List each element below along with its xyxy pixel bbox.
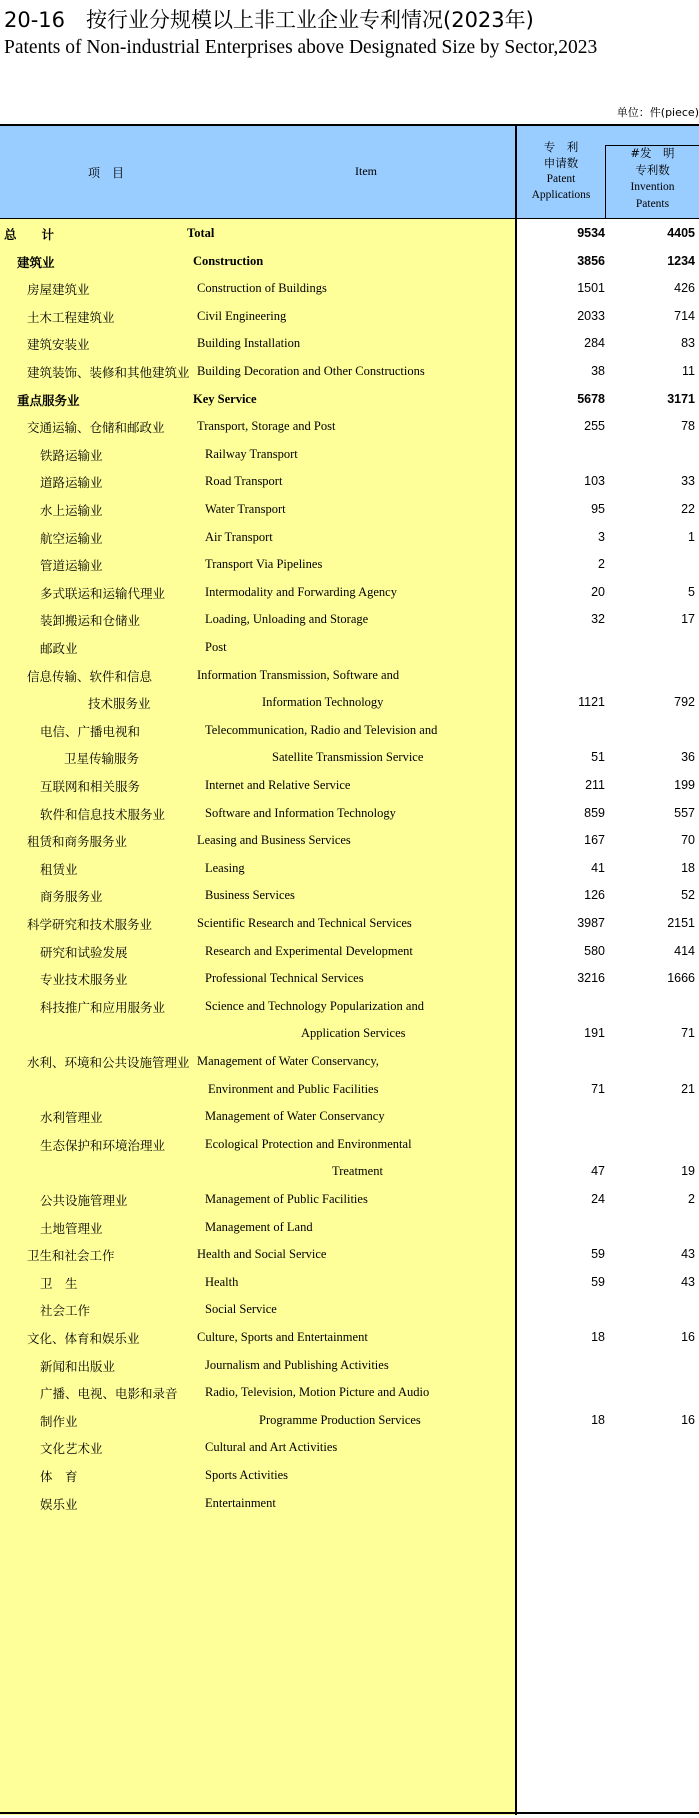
invention-patents-value: 78 xyxy=(681,419,695,434)
row-label-en: Application Services xyxy=(301,1026,406,1041)
table-row xyxy=(0,385,699,413)
page-title-en: Patents of Non-industrial Enterprises above Designated Size by Sector,2023 xyxy=(4,37,598,58)
table-row xyxy=(0,937,699,965)
invention-patents-value: 557 xyxy=(674,805,695,820)
row-label-zh: 多式联运和运输代理业 xyxy=(40,585,166,601)
patent-applications-value: 59 xyxy=(591,1274,605,1289)
row-label-zh: 卫 生 xyxy=(40,1275,78,1291)
table-row xyxy=(0,992,699,1020)
invention-patents-value: 2151 xyxy=(667,916,695,930)
patent-applications-value: 3856 xyxy=(577,253,605,268)
table-row xyxy=(0,1213,699,1241)
row-label-en: Satellite Transmission Service xyxy=(272,750,424,765)
table-row xyxy=(0,302,699,330)
row-label-en: Information Transmission, Software and xyxy=(197,667,400,682)
row-label-en: Transport, Storage and Post xyxy=(197,419,336,434)
table-row xyxy=(0,357,699,385)
header-col1-zh1: 专 利 xyxy=(543,140,579,154)
row-label-en: Treatment xyxy=(332,1164,383,1179)
row-label-en: Transport Via Pipelines xyxy=(205,557,323,572)
invention-patents-value: 1 xyxy=(688,529,695,544)
table-row xyxy=(0,909,699,937)
invention-patents-value: 19 xyxy=(681,1164,695,1179)
row-label-en: Key Service xyxy=(193,391,257,406)
invention-patents-value: 1234 xyxy=(667,253,695,268)
row-label-zh: 土地管理业 xyxy=(40,1220,103,1236)
invention-patents-value: 16 xyxy=(681,1330,695,1344)
patent-applications-value: 20 xyxy=(591,584,605,599)
patent-applications-value: 95 xyxy=(591,502,605,516)
table-row xyxy=(0,1461,699,1489)
table-row xyxy=(0,1433,699,1461)
row-label-zh: 管道运输业 xyxy=(40,558,103,574)
header-col2-zh1: #发 明 xyxy=(630,146,675,160)
invention-patents-value: 426 xyxy=(674,281,695,296)
table-row xyxy=(0,881,699,909)
invention-patents-value: 70 xyxy=(681,833,695,848)
row-label-en: Ecological Protection and Environmental xyxy=(205,1136,412,1151)
row-label-zh: 研究和试验发展 xyxy=(40,944,128,960)
row-label-zh: 互联网和相关服务 xyxy=(40,779,141,794)
patent-applications-value: 126 xyxy=(584,888,605,903)
table-row xyxy=(0,1295,699,1323)
patent-applications-value: 47 xyxy=(591,1164,605,1179)
patent-applications-value: 103 xyxy=(584,474,605,489)
row-label-zh: 总 计 xyxy=(4,227,55,242)
patent-applications-value: 18 xyxy=(591,1412,605,1427)
table-row xyxy=(0,1130,699,1158)
table-row xyxy=(0,219,699,247)
patent-applications-value: 3 xyxy=(598,529,605,544)
table-row xyxy=(0,1489,699,1517)
table-row xyxy=(0,578,699,606)
row-label-zh: 生态保护和环境治理业 xyxy=(40,1137,166,1153)
invention-patents-value: 43 xyxy=(681,1247,695,1262)
invention-patents-value: 3171 xyxy=(667,391,695,406)
header-col-patent-applications xyxy=(517,139,605,203)
row-label-zh: 道路运输业 xyxy=(40,475,103,491)
row-label-zh: 铁路运输业 xyxy=(40,447,103,463)
table-row xyxy=(0,1047,699,1075)
header-col2-en2: Patents xyxy=(635,198,670,210)
row-label-en: Science and Technology Popularization and xyxy=(205,998,424,1013)
row-label-zh: 航空运输业 xyxy=(40,530,103,546)
patent-applications-value: 2 xyxy=(598,557,605,572)
table-row xyxy=(0,1102,699,1130)
row-label-en: Journalism and Publishing Activities xyxy=(205,1357,389,1372)
page-title-zh: 20-16 按行业分规模以上非工业企业专利情况(2023年) xyxy=(4,8,534,32)
patent-applications-value: 255 xyxy=(584,419,605,434)
table-row xyxy=(0,854,699,882)
patent-applications-value: 32 xyxy=(591,612,605,627)
patent-applications-value: 38 xyxy=(591,364,605,378)
table-row xyxy=(0,826,699,854)
row-label-en: Health and Social Service xyxy=(197,1247,327,1262)
header-item-zh: 项 目 xyxy=(88,166,125,180)
patent-applications-value: 2033 xyxy=(577,308,605,323)
patent-applications-value: 24 xyxy=(591,1192,605,1206)
invention-patents-value: 21 xyxy=(681,1081,695,1096)
row-label-en: Building Decoration and Other Constructions xyxy=(197,364,425,378)
row-label-zh: 水利管理业 xyxy=(40,1110,103,1126)
row-label-zh: 商务服务业 xyxy=(40,889,103,905)
invention-patents-value: 792 xyxy=(674,695,695,710)
table-row xyxy=(0,440,699,468)
row-label-zh: 卫星传输服务 xyxy=(64,751,140,767)
patent-applications-value: 1121 xyxy=(578,695,605,710)
table-row xyxy=(0,1268,699,1296)
header-background-left xyxy=(0,126,515,219)
invention-patents-value: 43 xyxy=(681,1274,695,1289)
invention-patents-value: 414 xyxy=(674,943,695,958)
row-label-zh: 信息传输、软件和信息 xyxy=(27,668,153,684)
header-col-invention-patents xyxy=(606,145,699,213)
table-row xyxy=(0,1323,699,1351)
row-label-en: Intermodality and Forwarding Agency xyxy=(205,584,397,599)
table-row xyxy=(0,799,699,827)
row-label-zh: 水利、环境和公共设施管理业 xyxy=(27,1055,190,1070)
patent-applications-value: 859 xyxy=(584,805,605,820)
table-row xyxy=(0,1240,699,1268)
table-row xyxy=(0,329,699,357)
row-label-en: Civil Engineering xyxy=(197,308,287,323)
row-label-en: Air Transport xyxy=(205,529,273,544)
row-label-zh: 体 育 xyxy=(40,1469,78,1484)
row-label-zh: 建筑业 xyxy=(17,254,55,270)
row-label-en: Water Transport xyxy=(205,502,286,516)
invention-patents-value: 17 xyxy=(681,612,695,627)
row-label-en: Internet and Relative Service xyxy=(205,778,351,792)
row-label-zh: 社会工作 xyxy=(40,1303,91,1319)
row-label-en: Building Installation xyxy=(197,336,301,351)
row-label-en: Cultural and Art Activities xyxy=(205,1440,338,1455)
row-label-zh: 专业技术服务业 xyxy=(40,972,128,988)
table-row xyxy=(0,1351,699,1379)
row-label-en: Social Service xyxy=(205,1302,277,1317)
header-col1-en1: Patent xyxy=(546,173,576,185)
table-row xyxy=(0,771,699,799)
row-label-en: Road Transport xyxy=(205,474,283,489)
patent-applications-value: 284 xyxy=(584,336,605,351)
invention-patents-value: 5 xyxy=(688,584,695,599)
header-col1-zh2: 申请数 xyxy=(543,156,579,170)
row-label-en: Telecommunication, Radio and Television and xyxy=(205,722,438,737)
invention-patents-value: 36 xyxy=(681,750,695,765)
row-label-en: Business Services xyxy=(205,888,295,903)
row-label-zh: 卫生和社会工作 xyxy=(27,1248,115,1264)
row-label-zh: 软件和信息技术服务业 xyxy=(40,806,166,822)
invention-patents-value: 4405 xyxy=(667,226,695,240)
row-label-en: Health xyxy=(205,1274,239,1289)
table-row xyxy=(0,1075,699,1103)
row-label-zh: 科学研究和技术服务业 xyxy=(27,917,153,932)
table-row xyxy=(0,274,699,302)
patent-applications-value: 9534 xyxy=(577,226,605,240)
table-row xyxy=(0,412,699,440)
table-row xyxy=(0,1019,699,1047)
row-label-zh: 文化艺术业 xyxy=(40,1441,103,1457)
patent-applications-value: 3216 xyxy=(577,971,605,986)
table-row xyxy=(0,716,699,744)
row-label-en: Programme Production Services xyxy=(259,1412,421,1427)
patent-applications-value: 59 xyxy=(591,1247,605,1262)
row-label-zh: 建筑安装业 xyxy=(27,337,90,353)
row-label-en: Loading, Unloading and Storage xyxy=(205,612,369,627)
table-row xyxy=(0,523,699,551)
row-label-zh: 建筑装饰、装修和其他建筑业 xyxy=(27,365,190,380)
patent-applications-value: 41 xyxy=(591,860,605,875)
table-row xyxy=(0,605,699,633)
invention-patents-value: 1666 xyxy=(667,971,695,986)
table-row xyxy=(0,661,699,689)
row-label-zh: 公共设施管理业 xyxy=(40,1193,128,1208)
table-row xyxy=(0,688,699,716)
row-label-zh: 房屋建筑业 xyxy=(27,282,90,298)
patent-applications-value: 71 xyxy=(591,1081,605,1096)
table-row xyxy=(0,247,699,275)
patent-applications-value: 191 xyxy=(584,1026,605,1041)
row-label-zh: 制作业 xyxy=(40,1413,78,1429)
row-label-en: Management of Water Conservancy, xyxy=(197,1054,379,1068)
row-label-en: Professional Technical Services xyxy=(205,971,364,986)
row-label-en: Management of Water Conservancy xyxy=(205,1109,385,1124)
row-label-zh: 重点服务业 xyxy=(17,392,80,408)
row-label-zh: 租赁业 xyxy=(40,861,78,877)
row-label-zh: 邮政业 xyxy=(40,641,78,656)
table-row xyxy=(0,1378,699,1406)
row-label-en: Construction of Buildings xyxy=(197,281,327,296)
row-label-en: Culture, Sports and Entertainment xyxy=(197,1330,368,1344)
row-label-en: Software and Information Technology xyxy=(205,805,396,820)
invention-patents-value: 199 xyxy=(674,778,695,792)
patent-applications-value: 18 xyxy=(591,1330,605,1344)
table-row xyxy=(0,1185,699,1213)
row-label-en: Total xyxy=(187,226,215,240)
patent-applications-value: 3987 xyxy=(577,916,605,930)
table-row xyxy=(0,550,699,578)
row-label-en: Research and Experimental Development xyxy=(205,943,413,958)
row-label-en: Information Technology xyxy=(262,695,384,710)
row-label-en: Environment and Public Facilities xyxy=(208,1081,379,1096)
header-col2-zh2: 专利数 xyxy=(635,163,670,177)
table-row xyxy=(0,633,699,661)
row-label-en: Construction xyxy=(193,253,264,268)
invention-patents-value: 11 xyxy=(682,364,695,378)
header-col1-en2: Applications xyxy=(531,189,591,201)
row-label-zh: 土木工程建筑业 xyxy=(27,309,115,325)
row-label-en: Railway Transport xyxy=(205,446,298,461)
invention-patents-value: 71 xyxy=(681,1026,695,1041)
row-label-en: Leasing xyxy=(205,860,245,875)
invention-patents-value: 33 xyxy=(681,474,695,489)
table-row xyxy=(0,467,699,495)
invention-patents-value: 18 xyxy=(681,860,695,875)
row-label-zh: 交通运输、仓储和邮政业 xyxy=(27,420,165,436)
patent-applications-value: 211 xyxy=(585,778,605,792)
row-label-zh: 装卸搬运和仓储业 xyxy=(40,613,141,629)
patent-applications-value: 580 xyxy=(584,943,605,958)
row-label-zh: 文化、体育和娱乐业 xyxy=(27,1331,140,1346)
row-label-zh: 科技推广和应用服务业 xyxy=(40,999,166,1015)
header-item-en: Item xyxy=(355,164,377,178)
invention-patents-value: 22 xyxy=(681,502,695,516)
row-label-zh: 新闻和出版业 xyxy=(40,1358,116,1374)
invention-patents-value: 2 xyxy=(688,1192,695,1206)
row-label-zh: 电信、广播电视和 xyxy=(40,723,141,739)
invention-patents-value: 83 xyxy=(681,336,695,351)
invention-patents-value: 714 xyxy=(674,308,695,323)
unit-label: 单位：件(piece) xyxy=(616,106,699,119)
table-row xyxy=(0,1157,699,1185)
table-top-rule xyxy=(0,124,699,126)
row-label-en: Sports Activities xyxy=(205,1468,288,1482)
patent-applications-value: 1501 xyxy=(577,281,605,296)
table-row xyxy=(0,495,699,523)
table-row xyxy=(0,1406,699,1434)
patent-applications-value: 5678 xyxy=(577,391,605,406)
table-row xyxy=(0,964,699,992)
row-label-en: Post xyxy=(205,640,227,654)
table-bottom-rule xyxy=(0,1812,699,1814)
row-label-en: Entertainment xyxy=(205,1495,276,1510)
invention-patents-value: 52 xyxy=(681,888,695,903)
row-label-zh: 技术服务业 xyxy=(88,696,151,712)
invention-patents-value: 16 xyxy=(681,1412,695,1427)
row-label-zh: 广播、电视、电影和录音 xyxy=(40,1386,178,1402)
row-label-en: Management of Land xyxy=(205,1219,313,1234)
row-label-en: Management of Public Facilities xyxy=(205,1192,368,1206)
row-label-zh: 租赁和商务服务业 xyxy=(27,834,128,850)
row-label-zh: 娱乐业 xyxy=(40,1496,78,1512)
patent-applications-value: 167 xyxy=(584,833,605,848)
row-label-en: Scientific Research and Technical Services xyxy=(197,916,412,930)
row-label-zh: 水上运输业 xyxy=(40,503,103,518)
patent-applications-value: 51 xyxy=(591,750,605,765)
header-col2-en1: Invention xyxy=(630,181,675,193)
table-row xyxy=(0,743,699,771)
row-label-en: Radio, Television, Motion Picture and Audio xyxy=(205,1385,430,1400)
row-label-en: Leasing and Business Services xyxy=(197,833,351,848)
